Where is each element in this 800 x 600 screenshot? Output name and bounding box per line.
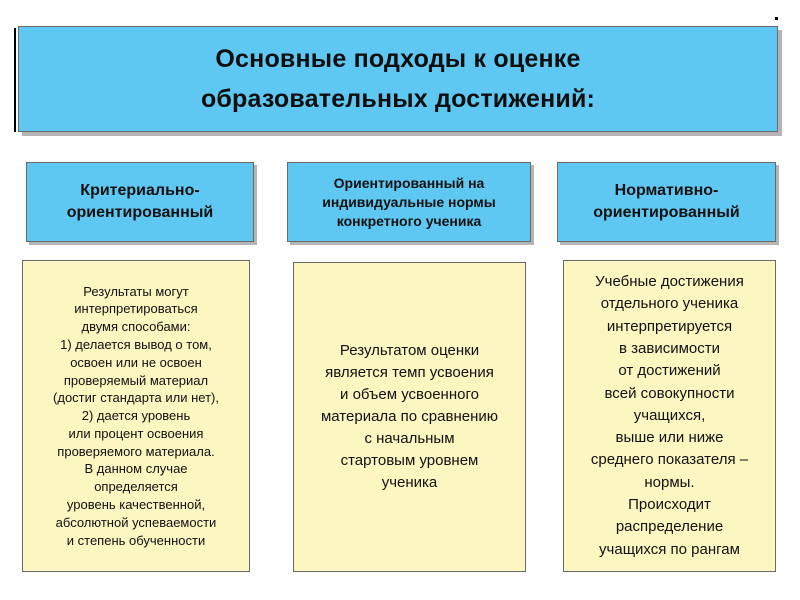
title-box	[18, 26, 778, 132]
title-left-edge-line	[14, 28, 16, 132]
header-norm-referenced: Нормативно- ориентированный	[557, 162, 776, 242]
title-line-1: Основные подходы к оценке	[215, 45, 581, 73]
title-line-2: образовательных достижений:	[200, 85, 596, 113]
content-norm-referenced: Учебные достижения отдельного ученика интерпретируется в зависимости от достижений всей совокупности учащихся, выше или ниже среднего показателя – нормы. Происходит распределение учащихся по рангам	[563, 260, 776, 572]
content-criterion-referenced: Результаты могут интерпретироваться двумя способами: 1) делается вывод о том, освоен или не освоен проверяемый материал (достиг стандарта или нет), 2) дается уровень или процент освоения проверяемого материала. В данном случае определяется уровень качественной, абсолютной успеваемости и степень обученности	[22, 260, 250, 572]
decorative-dot	[775, 17, 778, 20]
content-individual-norm: Результатом оценки является темп усвоения и объем усвоенного материала по сравнению с начальным стартовым уровнем ученика	[293, 262, 526, 572]
header-criterion-referenced: Критериально- ориентированный	[26, 162, 254, 242]
header-individual-norm: Ориентированный на индивидуальные нормы конкретного ученика	[287, 162, 531, 242]
